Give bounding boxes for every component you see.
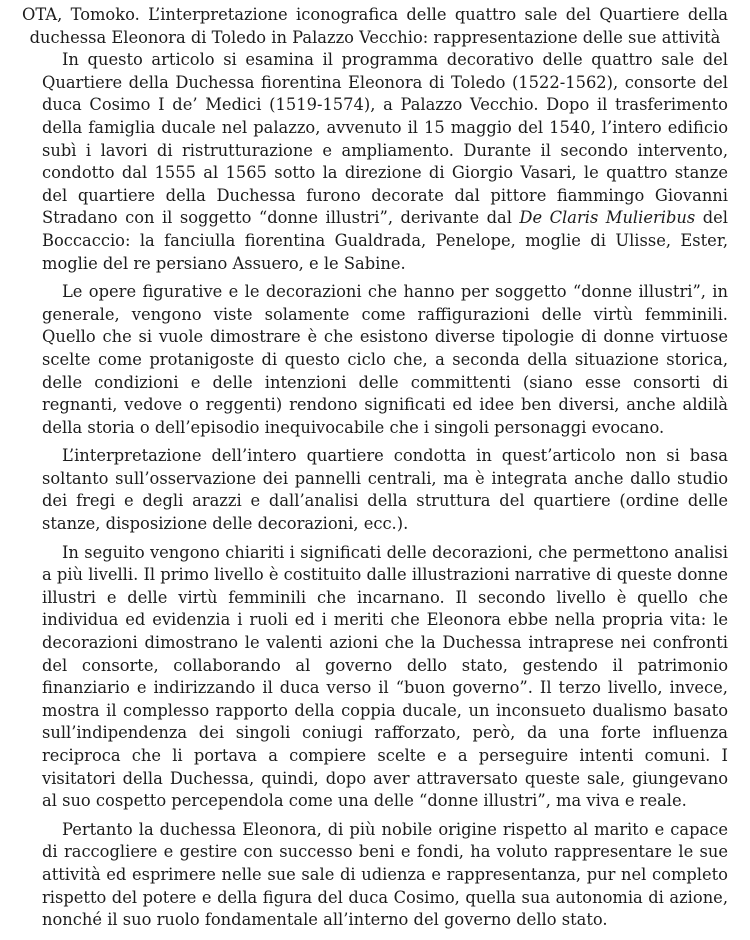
paragraph-3: L’interpretazione dell’intero quartiere condotta in quest’articolo non si basa soltanto sull’osservazione dei pannelli centrali, ma è integrata anche dallo studio dei fregi e degli arazzi e dall’analisi della struttura del quartiere (ordine delle stanze, disposizione delle decorazioni, ecc.). xyxy=(42,446,728,534)
book-title: De Claris Mulieribus xyxy=(519,208,696,228)
heading-line-2: duchessa Eleonora di Toledo in Palazzo Vecchio: rappresentazione delle sue attività xyxy=(29,27,721,47)
paragraph-1-text-before: In questo articolo si esamina il programma decorativo delle quattro sale del Quartiere della Duchessa fiorentina Eleonora di Toledo (1522-1562), consorte del duca Cosimo I de’ Medici (1519-1574), a Palazzo Vecchio. Dopo il trasferimento della famiglia ducale nel palazzo, avvenuto il 15 maggio del 1540, l’intero edificio subì i lavori di ristrutturazione e ampliamento. Durante il secondo intervento, condotto dal 1555 al 1565 sotto la direzione di Giorgio Vasari, le quattro stanze del quartiere della Duchessa furono decorate dal pittore fiammingo Giovanni Stradano con il soggetto “donne illustri”, derivante dal xyxy=(42,50,728,228)
paragraph-1-text-after: del Boccaccio: la fanciulla fiorentina Gualdrada, Penelope, moglie di Ulisse, Ester, moglie del re persiano Assuero, e le Sabine. xyxy=(42,208,728,273)
paragraph-2: Le opere figurative e le decorazioni che hanno per soggetto “donne illustri”, in generale, vengono viste solamente come raffigurazioni delle virtù femminili. Quello che si vuole dimostrare è che esistono diverse tipologie di donne virtuose scelte come protanigoste di questo ciclo che, a seconda della situazione storica, delle condizioni e delle intenzioni delle committenti (siano esse consorti di regnanti, vedove o reggenti) rendono significati ed idee ben diversi, anche aldilà della storia o dell’episodio inequivocabile che i singoli personaggi evocano. xyxy=(42,282,728,437)
abstract-heading xyxy=(22,4,728,49)
paragraph-4: In seguito vengono chiariti i significati delle decorazioni, che permettono analisi a più livelli. Il primo livello è costituito dalle illustrazioni narrative di queste donne illustri e delle virtù femminili che incarnano. Il secondo livello è quello che individua ed evidenzia i ruoli ed i meriti che Eleonora ebbe nella propria vita: le decorazioni dimostrano le valenti azioni che la Duchessa intraprese nei confronti del consorte, collaborando al governo dello stato, gestendo il patrimonio finanziario e indirizzando il duca verso il “buon governo”. Il terzo livello, invece, mostra il complesso rapporto della coppia ducale, un inconsueto dualismo basato sull’indipendenza dei singoli coniugi rafforzato, però, da una forte influenza reciproca che li portava a compiere scelte e a perseguire intenti comuni. I visitatori della Duchessa, quindi, dopo aver attraversato queste sale, giungevano al suo cospetto percependola come una delle “donne illustri”, ma viva e reale. xyxy=(42,542,728,811)
paragraph-1 xyxy=(42,49,728,275)
paragraph-5: Pertanto la duchessa Eleonora, di più nobile origine rispetto al marito e capace di raccogliere e gestire con successo beni e fondi, ha voluto rappresentare le sue attività ed esprimere nelle sue sale di udienza e rappresentanza, pur nel completo rispetto del potere e della figura del duca Cosimo, quella sua autonomia di azione, nonché il suo ruolo fondamentale all’interno del governo dello stato. xyxy=(42,819,728,930)
heading-line-1: OTA, Tomoko. L’interpretazione iconografica delle quattro sale del Quartiere della xyxy=(22,5,728,24)
